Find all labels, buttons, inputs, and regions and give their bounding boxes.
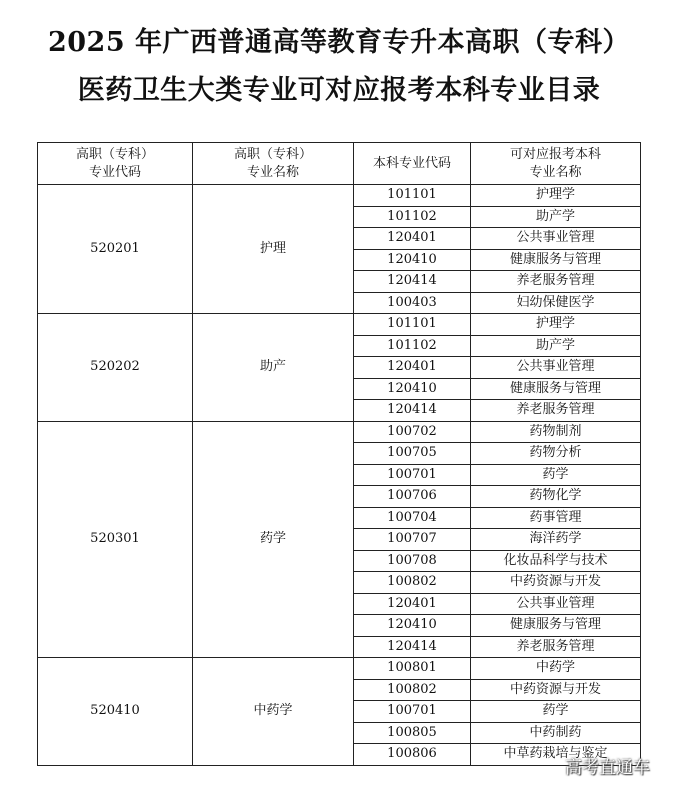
undergrad-code-cell: 100805 [354, 722, 471, 744]
undergrad-code-cell: 100708 [354, 550, 471, 572]
undergrad-name-cell: 公共事业管理 [471, 228, 641, 250]
table-header-row [38, 143, 641, 185]
vocational-name-cell: 药学 [193, 421, 354, 658]
table-row [38, 185, 641, 207]
page-title-line2: 医药卫生大类专业可对应报考本科专业目录 [77, 75, 601, 106]
undergrad-code-cell: 100806 [354, 744, 471, 766]
undergrad-name-cell: 助产学 [471, 206, 641, 228]
major-catalog-table [37, 142, 641, 766]
undergrad-name-cell: 中药资源与开发 [471, 679, 641, 701]
undergrad-code-cell: 100701 [354, 464, 471, 486]
undergrad-code-cell: 120414 [354, 271, 471, 293]
undergrad-name-cell: 药学 [471, 464, 641, 486]
undergrad-code-cell: 101102 [354, 335, 471, 357]
undergrad-code-cell: 100802 [354, 679, 471, 701]
undergrad-name-cell: 药物制剂 [471, 421, 641, 443]
header-vocational-name: 高职（专科） 专业名称 [193, 143, 354, 185]
header-undergrad-code: 本科专业代码 [354, 143, 471, 185]
undergrad-code-cell: 120401 [354, 357, 471, 379]
undergrad-code-cell: 120414 [354, 400, 471, 422]
undergrad-name-cell: 药学 [471, 701, 641, 723]
header-undergrad-name: 可对应报考本科 专业名称 [471, 143, 641, 185]
table-row [38, 421, 641, 443]
undergrad-name-cell: 养老服务管理 [471, 636, 641, 658]
undergrad-name-cell: 助产学 [471, 335, 641, 357]
vocational-code-cell: 520301 [38, 421, 193, 658]
undergrad-name-cell: 妇幼保健医学 [471, 292, 641, 314]
vocational-code-cell: 520201 [38, 185, 193, 314]
undergrad-code-cell: 100701 [354, 701, 471, 723]
page-title-line1: 2025 年广西普通高等教育专升本高职（专科） [47, 27, 631, 58]
vocational-code-cell: 520202 [38, 314, 193, 422]
vocational-name-cell: 助产 [193, 314, 354, 422]
table-row [38, 314, 641, 336]
undergrad-code-cell: 100707 [354, 529, 471, 551]
undergrad-name-cell: 中药资源与开发 [471, 572, 641, 594]
undergrad-code-cell: 101102 [354, 206, 471, 228]
undergrad-name-cell: 药事管理 [471, 507, 641, 529]
undergrad-name-cell: 药物化学 [471, 486, 641, 508]
undergrad-code-cell: 100801 [354, 658, 471, 680]
undergrad-code-cell: 100802 [354, 572, 471, 594]
undergrad-code-cell: 120401 [354, 228, 471, 250]
undergrad-name-cell: 海洋药学 [471, 529, 641, 551]
vocational-code-cell: 520410 [38, 658, 193, 766]
undergrad-code-cell: 100706 [354, 486, 471, 508]
undergrad-name-cell: 化妆品科学与技术 [471, 550, 641, 572]
undergrad-name-cell: 养老服务管理 [471, 400, 641, 422]
undergrad-name-cell: 健康服务与管理 [471, 378, 641, 400]
undergrad-name-cell: 公共事业管理 [471, 593, 641, 615]
watermark-text: 高考直通车 [565, 758, 650, 778]
undergrad-name-cell: 中药学 [471, 658, 641, 680]
vocational-name-cell: 中药学 [193, 658, 354, 766]
header-vocational-code: 高职（专科） 专业代码 [38, 143, 193, 185]
undergrad-name-cell: 护理学 [471, 185, 641, 207]
undergrad-code-cell: 120410 [354, 378, 471, 400]
undergrad-code-cell: 100702 [354, 421, 471, 443]
undergrad-code-cell: 100704 [354, 507, 471, 529]
table-row [38, 658, 641, 680]
undergrad-name-cell: 护理学 [471, 314, 641, 336]
undergrad-name-cell: 中药制药 [471, 722, 641, 744]
undergrad-name-cell: 健康服务与管理 [471, 615, 641, 637]
undergrad-name-cell: 公共事业管理 [471, 357, 641, 379]
undergrad-code-cell: 101101 [354, 314, 471, 336]
undergrad-code-cell: 120414 [354, 636, 471, 658]
undergrad-code-cell: 120410 [354, 615, 471, 637]
undergrad-name-cell: 养老服务管理 [471, 271, 641, 293]
undergrad-name-cell: 健康服务与管理 [471, 249, 641, 271]
undergrad-code-cell: 101101 [354, 185, 471, 207]
vocational-name-cell: 护理 [193, 185, 354, 314]
undergrad-code-cell: 100705 [354, 443, 471, 465]
undergrad-code-cell: 120401 [354, 593, 471, 615]
undergrad-name-cell: 中草药栽培与鉴定 [471, 744, 641, 766]
undergrad-name-cell: 药物分析 [471, 443, 641, 465]
undergrad-code-cell: 120410 [354, 249, 471, 271]
undergrad-code-cell: 100403 [354, 292, 471, 314]
